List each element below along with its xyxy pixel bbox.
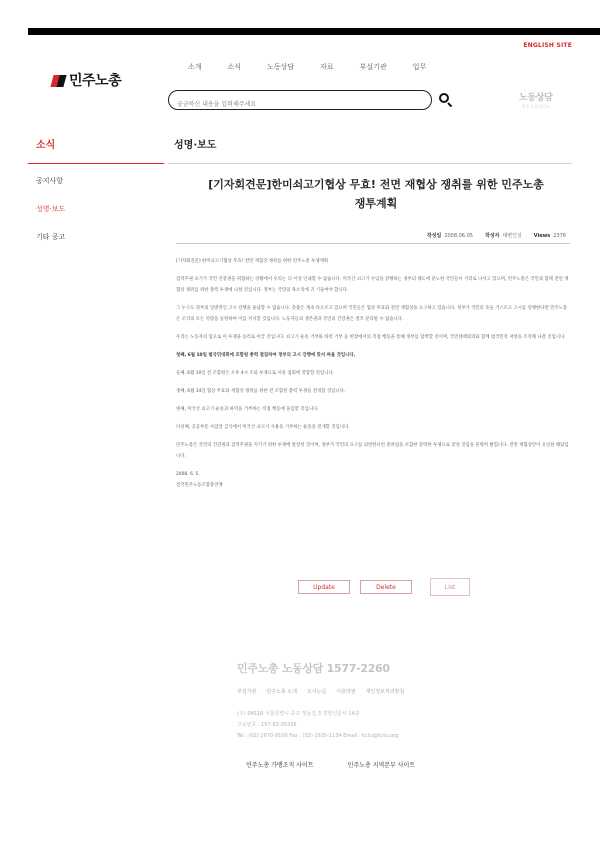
counsel-title: 노동상담	[519, 93, 553, 103]
search-input[interactable]	[169, 96, 409, 114]
author-label: 작성자	[484, 233, 500, 239]
logo-icon	[52, 73, 66, 87]
footer-link-about[interactable]: 민주노총 소개	[266, 689, 297, 695]
nav-item-about[interactable]: 소개	[188, 63, 202, 71]
regional-sites-link[interactable]: 민주노총 지역본부 사이트	[347, 762, 416, 769]
footer-address: (우) 04518 서울특별시 중구 정동길 3 경향신문사 14층	[237, 711, 360, 717]
article-title	[176, 176, 576, 213]
article-paragraph: [기자회견문] 한미쇠고기협상 무효! 전면 재협상 쟁취를 위한 민주노총 투쟁계획	[176, 259, 329, 264]
author-value: 대변인실	[502, 233, 522, 239]
nav-item-counsel[interactable]: 노동상담	[267, 63, 295, 71]
logo[interactable]	[52, 70, 121, 90]
views-label: Views	[533, 233, 551, 239]
footer-links	[237, 688, 404, 695]
article-paragraph: 민주노총은 국민의 건강권과 검역주권을 지키기 위한 투쟁에 앞장설 것이며, 정부가 국민의 요구를 외면한다면 총파업을 포함한 강력한 투쟁으로 맞설 것임을 분명히 밝힙니다. 전면 재협상만이 유일한 해답입니다.	[176, 443, 569, 459]
article-paragraph: 검역주권 포기가 국민 건강권을 위협하는 상황에서 우리는 더 이상 인내할 수 없습니다. 미국산 쇠고기 수입을 강행하는 정부의 태도에 분노한 국민들이 거리로 나서고 있으며, 민주노총은 국민과 함께 전면 재협상 쟁취를 위한 총력 투쟁에 나설 것입니다. 정부는 국민의 목소리에 귀 기울여야 합니다.	[176, 277, 569, 293]
article-paragraph: 첫째, 6월 10일 범국민대회에 조합원 총력 결집하여 정부의 고시 강행에 맞서 싸울 것입니다.	[176, 353, 356, 358]
logo-text: 민주노총	[69, 73, 122, 89]
sidebar-item-notice[interactable]: 공지사항	[36, 177, 64, 185]
english-site-link[interactable]: ENGLISH SITE	[523, 42, 572, 49]
search-box	[168, 90, 432, 110]
page-title: 성명·보도	[174, 140, 217, 151]
nav-item-news[interactable]: 소식	[227, 63, 242, 71]
date-value: 2008.06.05	[444, 233, 473, 239]
sidebar-title: 소식	[36, 140, 56, 151]
main-nav	[188, 62, 426, 72]
footer-info	[237, 709, 398, 742]
sidebar-divider	[28, 163, 164, 164]
article-meta	[427, 232, 566, 239]
counsel-subtitle: 민주 노동상담소	[521, 104, 550, 109]
footer-link-privacy[interactable]: 개인정보처리방침	[365, 689, 405, 695]
counsel-link[interactable]	[519, 90, 553, 110]
footer-hotline: 민주노총 노동상담 1577-2260	[237, 662, 390, 675]
footer-link-affiliates[interactable]: 부설기관	[237, 689, 257, 695]
footer-link-terms[interactable]: 이용약관	[336, 689, 356, 695]
list-button[interactable]: List	[430, 578, 470, 596]
search-icon[interactable]	[438, 92, 454, 108]
article-date: 2008. 6. 5.	[176, 472, 200, 477]
article-paragraph: 다섯째, 공공부문 사업장 급식에서 미국산 쇠고기 사용을 거부하는 운동을 전개할 것입니다.	[176, 425, 350, 430]
page-title-divider	[168, 163, 572, 164]
article-paragraph: 그 누구도 정부의 일방적인 고시 강행을 용납할 수 없습니다. 촛불은 계속 타오르고 있으며 국민들은 협상 무효와 전면 재협상을 요구하고 있습니다. 정부가 국민의 뜻을 거스르고 고시를 강행한다면 민주노총은 조직의 모든 역량을 동원하여 이를 저지할 것입니다. 노동자들의 생존권과 국민의 건강권은 결코 분리될 수 없습니다.	[176, 306, 568, 322]
top-bar	[28, 28, 600, 35]
sidebar-item-other-notices[interactable]: 기타 공고	[36, 233, 66, 241]
article-title-line1: [기자회견문]한미쇠고기협상 무효! 전면 재협상 쟁취를 위한 민주노총	[208, 178, 544, 191]
nav-item-work[interactable]: 입무	[412, 63, 427, 71]
nav-item-affiliates[interactable]: 부설기관	[359, 63, 387, 71]
article-actions	[298, 578, 470, 596]
date-label: 작성일	[426, 233, 442, 239]
article-paragraph: 둘째, 6월 10일 전 조합원은 오후 4시 조퇴 투쟁으로 서울 집회에 결합할 것입니다.	[176, 371, 334, 376]
article-title-line2: 쟁투계획	[354, 196, 398, 210]
meta-divider	[176, 243, 570, 244]
update-button[interactable]: Update	[298, 580, 350, 594]
footer-link-directions[interactable]: 오시는길	[306, 689, 327, 695]
delete-button[interactable]: Delete	[360, 580, 412, 594]
views-value: 2376	[553, 233, 566, 239]
footer-sites	[246, 760, 415, 769]
article-paragraph: 셋째, 6월 14일 협상 무효와 재협상 쟁취를 위한 전 조합원 총력 투쟁을 전개할 것입니다.	[176, 389, 346, 394]
article-paragraph: 넷째, 미국산 쇠고기 운송과 하역을 거부하는 직접 행동에 돌입할 것입니다.	[176, 407, 319, 412]
sidebar-item-statements[interactable]: 성명·보도	[36, 205, 66, 213]
article-signature: 전국민주노동조합총연맹	[176, 483, 223, 488]
nav-item-archive[interactable]: 자료	[320, 63, 334, 71]
footer-contact: Tel : (02) 2670-9100 Fax : (02) 2635-1134 Email : kctu@kctu.org	[237, 733, 399, 739]
article-paragraph: 우리는 노동자의 힘으로 이 투쟁을 승리로 이끌 것입니다. 쇠고기 운송 거부와 하역 거부 등 현장에서의 직접 행동을 통해 정부를 압박할 것이며, 국민대책회의와 함께 범국민적 저항을 조직해 나갈 것입니다.	[176, 335, 566, 340]
footer-bizno: 고유번호 : 107-82-05336	[237, 722, 297, 728]
article-body	[176, 256, 570, 491]
sidebar-menu	[36, 176, 65, 260]
affiliate-sites-link[interactable]: 민주노총 가맹조직 사이트	[246, 762, 314, 769]
